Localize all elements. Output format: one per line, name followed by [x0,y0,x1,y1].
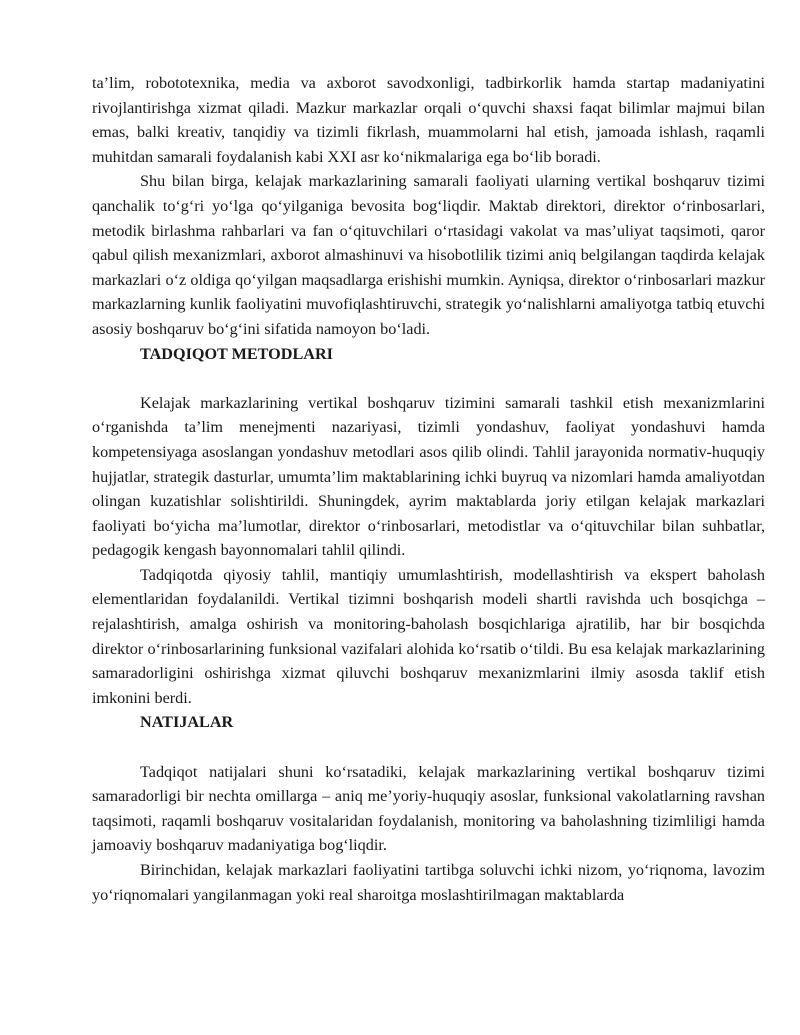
document-page [92,71,765,907]
section-heading-methods: TADQIQOT METODLARI [140,344,333,363]
paragraph: Shu bilan birga, kelajak markazlarining samarali faoliyati ularning vertikal boshqaruv tizimi qanchalik to‘g‘ri yo‘lga qo‘yilganiga bevosita bog‘liqdir. Maktab direktori, direktor o‘rinbosarlari, metodik birlashma rahbarlari va fan o‘qituvchilari o‘rtasidagi vakolat va mas’uliyat taqsimoti, qaror qabul qilish mexanizmlari, axborot almashinuvi va hisobotlilik tizimi aniq belgilangan taqdirda kelajak markazlari o‘z oldiga qo‘yilgan maqsadlarga erishishi mumkin. Ayniqsa, direktor o‘rinbosarlari mazkur markazlarning kunlik faoliyatini muvofiqlashtiruvchi, strategik yo‘nalishlarni amaliyotga tatbiq etuvchi asosiy boshqaruv bo‘g‘ini sifatida namoyon bo‘ladi. [92,172,765,338]
paragraph: Birinchidan, kelajak markazlari faoliyatini tartibga soluvchi ichki nizom, yo‘riqnoma, lavozim yo‘riqnomalari yangilanmagan yoki real sharoitga moslashtirilmagan maktablarda [92,861,765,904]
paragraph: Tadqiqot natijalari shuni ko‘rsatadiki, kelajak markazlarining vertikal boshqaruv tizimi samaradorligi bir nechta omillarga – aniq me’yoriy-huquqiy asoslar, funksional vakolatlarning ravshan taqsimoti, raqamli boshqaruv vositalaridan foydalanish, monitoring va baholashning tizimliligi hamda jamoaviy boshqaruv madaniyatiga bog‘liqdir. [92,762,765,855]
section-heading-results: NATIJALAR [140,713,234,732]
paragraph: ta’lim, robototexnika, media va axborot savodxonligi, tadbirkorlik hamda startap madaniyatini rivojlantirishga xizmat qiladi. Mazkur markazlar orqali o‘quvchi shaxsi faqat bilimlar majmui bilan emas, balki kreativ, tanqidiy va tizimli fikrlash, muammolarni hal etish, jamoada ishlash, raqamli muhitdan samarali foydalanish kabi XXI asr ko‘nikmalariga ega bo‘lib boradi. [92,74,765,166]
paragraph: Tadqiqotda qiyosiy tahlil, mantiqiy umumlashtirish, modellashtirish va ekspert baholash elementlaridan foydalanildi. Vertikal tizimni boshqarish modeli shartli ravishda uch bosqichga – rejalashtirish, amalga oshirish va monitoring-baholash bosqichlariga ajratilib, har bir bosqichda direktor o‘rinbosarlarining funksional vazifalari alohida ko‘rsatib o‘tildi. Bu esa kelajak markazlarining samaradorligini oshirishga xizmat qiluvchi boshqaruv mexanizmlarini ilmiy asosda taklif etish imkonini berdi. [92,565,765,707]
paragraph: Kelajak markazlarining vertikal boshqaruv tizimini samarali tashkil etish mexanizmlarini o‘rganishda ta’lim menejmenti nazariyasi, tizimli yondashuv, faoliyat yondashuvi hamda kompetensiyaga asoslangan yondashuv metodlari asos qilib olindi. Tahlil jarayonida normativ-huquqiy hujjatlar, strategik dasturlar, umumta’lim maktablarining ichki buyruq va nizomlari hamda amaliyotdan olingan kuzatishlar solishtirildi. Shuningdek, ayrim maktablarda joriy etilgan kelajak markazlari faoliyati bo‘yicha ma’lumotlar, direktor o‘rinbosarlari, metodistlar va o‘qituvchilar bilan suhbatlar, pedagogik kengash bayonnomalari tahlil qilindi. [92,393,765,560]
